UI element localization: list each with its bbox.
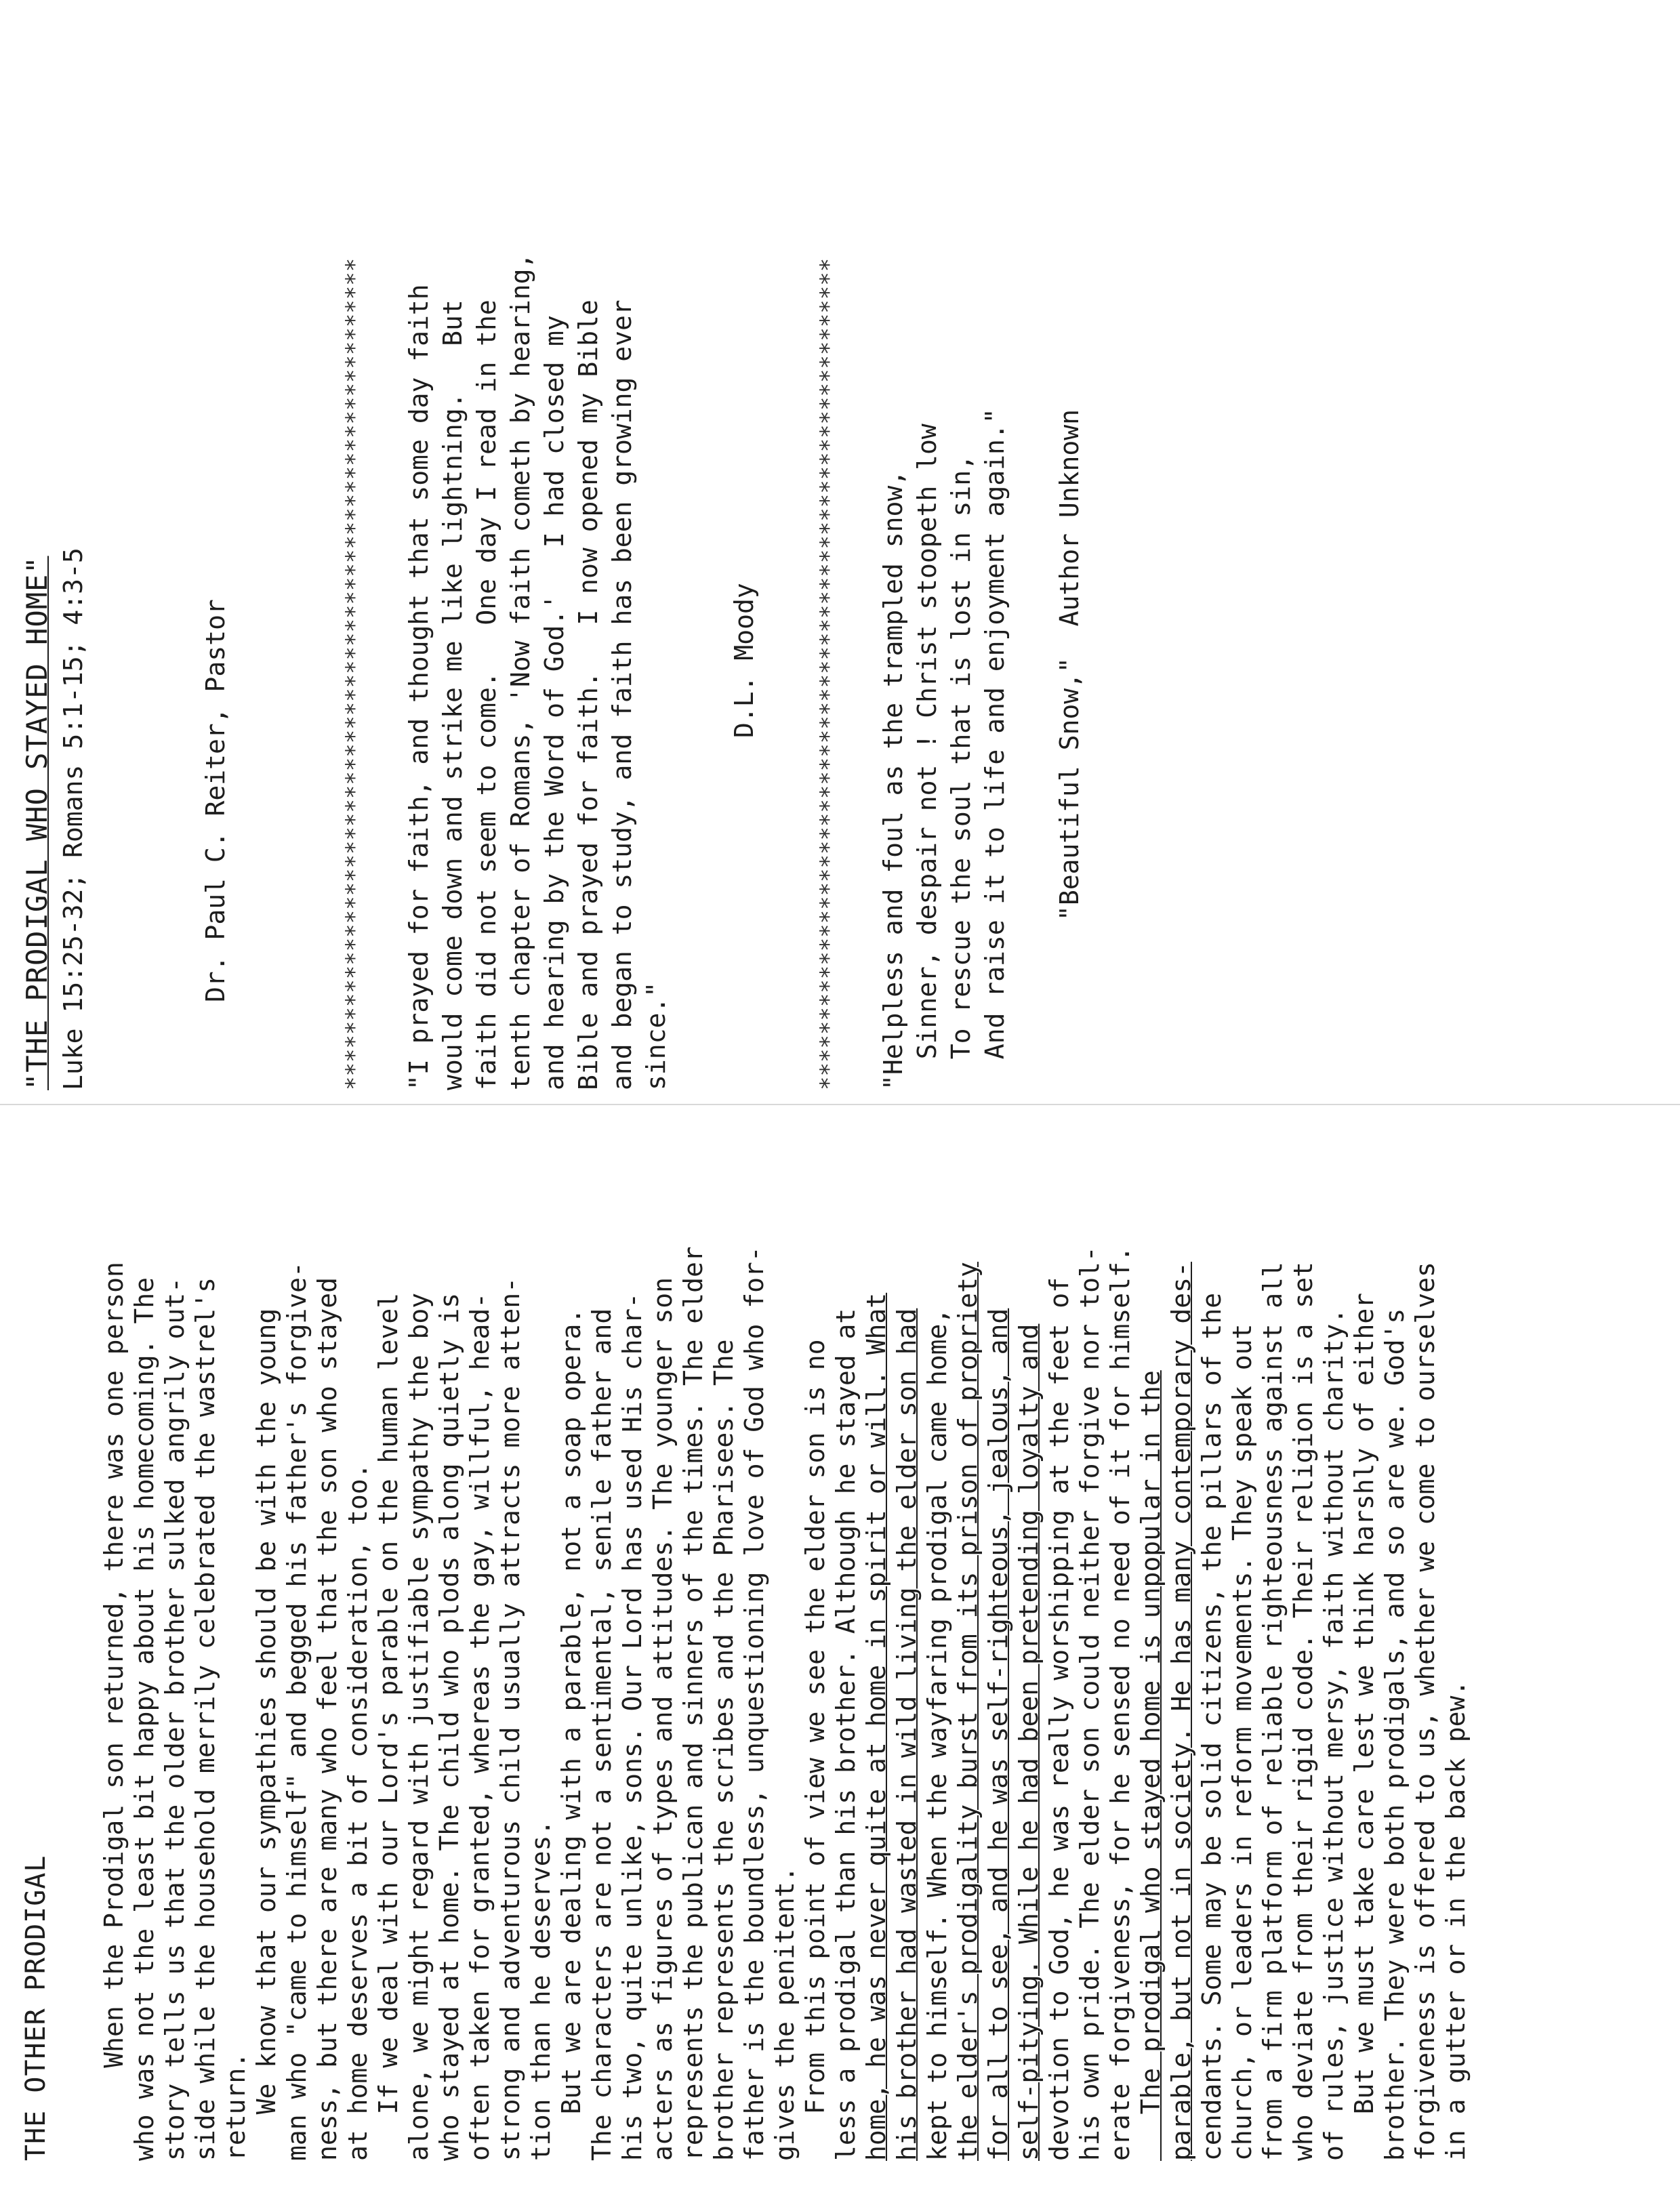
poem-line: And raise it to life and enjoyment again." <box>980 408 1010 1090</box>
article-line-underlined: home, he was never quite at home in spirit or will. What <box>861 1292 891 2161</box>
poem-line: To rescue the soul that is lost in sin, <box>946 455 976 1090</box>
article-line: less a prodigal than his brother. Although he stayed at <box>831 1308 861 2161</box>
sermon-title: "THE PRODIGAL WHO STAYED HOME" <box>20 556 54 1090</box>
article-line: ness, but there are many who feel that the son who stayed <box>312 1277 342 2161</box>
article-line: erate forgiveness, for he sensed no need of it for himself. <box>1105 1246 1135 2161</box>
article-line: of rules, justice without mersy, faith without charity. <box>1319 1308 1349 2161</box>
article-line: his two, quite unlike, sons. Our Lord has used His char- <box>617 1292 647 2161</box>
article-line: alone, we might regard with justifiable sympathy the boy <box>404 1292 434 2161</box>
article-line-underlined: the elder's prodigality burst from its prison of propriety <box>953 1262 983 2161</box>
article-line: from a firm platform of reliable righteousness against all <box>1258 1262 1288 2161</box>
article-line-underlined: for all to see, and he was self-righteous, jealous, and <box>983 1308 1013 2161</box>
article-line: strong and adventurous child usually attracts more atten- <box>495 1277 525 2161</box>
article-line-underlined: The prodigal who stayed home is unpopular in the <box>1136 1370 1166 2161</box>
article-line-underlined: self-pitying. While he had been pretending loyalty and <box>1014 1323 1044 2161</box>
article-line: When the Prodigal son returned, there was one person <box>99 1262 129 2161</box>
article-line: The characters are not a sentimental, senile father and <box>587 1308 617 2161</box>
quote-attribution: D.L. Moody <box>729 583 759 738</box>
article-line: return. <box>221 2052 251 2161</box>
article-line: forgiveness is offered to us, whether we come to ourselves <box>1410 1262 1440 2161</box>
article-line: father is the boundless, unquestioning love of God who for- <box>739 1246 769 2161</box>
article-line: acters as figures of types and attitudes. The younger son <box>648 1277 678 2161</box>
poem-attribution: "Beautiful Snow," Author Unknown <box>1054 409 1084 921</box>
article-heading: THE OTHER PRODIGAL <box>20 1855 52 2161</box>
poem <box>876 33 1012 1090</box>
article-line: brother. They were both prodigals, and so are we. God's <box>1380 1308 1410 2161</box>
scripture-reference: Luke 15:25-32; Romans 5:1-15; 4:3-5 <box>58 548 88 1090</box>
quote-line: since." <box>641 981 671 1090</box>
article-line: devotion to God, he was really worshipping at the feet of <box>1044 1277 1074 2161</box>
article-body <box>99 1117 1471 2161</box>
article-line: man who "came to himself" and begged his father's forgive- <box>282 1262 312 2161</box>
article-line: represents the publican and sinners of the times. The elder <box>678 1246 708 2161</box>
article-line: story tells us that the older brother sulked angrily out- <box>160 1277 190 2161</box>
poem-line: "Helpless and foul as the trampled snow, <box>878 470 908 1090</box>
article-line: who was not the least bit happy about his homecoming. The <box>129 1277 159 2161</box>
article-line-underlined: his brother had wasted in wild living the elder son had <box>892 1308 922 2161</box>
quote-line: tenth chapter of Romans, 'Now faith cometh by hearing, <box>506 253 535 1090</box>
pastor-name: Dr. Paul C. Reiter, Pastor <box>201 599 230 1002</box>
article-line: From this point of view we see the elder son is no <box>800 1339 830 2161</box>
article-line: tion than he deserves. <box>526 1819 556 2161</box>
article-line: We know that our sympathies should be with the young <box>251 1308 281 2161</box>
article-line: church, or leaders in reform movements. They speak out <box>1227 1323 1257 2161</box>
article-line: kept to himself. When the wayfaring prodigal came home, <box>922 1308 952 2161</box>
article-line: who deviate from their rigid code. Their religion is a set <box>1288 1262 1318 2161</box>
fold-line <box>0 1104 1680 1105</box>
article-panel <box>20 1117 1674 2161</box>
star-divider-top: ************************************************************ <box>341 257 368 1090</box>
star-divider-bottom: ************************************************************ <box>815 257 842 1090</box>
quote-line: and began to study, and faith has been growing ever <box>607 300 637 1090</box>
bulletin-cover-panel <box>20 33 1308 1090</box>
article-line-underlined: parable, but not in society. He has many contemporary des- <box>1166 1262 1196 2161</box>
quote-line: faith did not seem to come. One day I read in the <box>472 300 501 1090</box>
quote-line: would come down and strike me like lightning. But <box>438 300 468 1090</box>
article-line: cendants. Some may be solid citizens, the pillars of the <box>1197 1292 1227 2161</box>
article-line: But we are dealing with a parable, not a soap opera. <box>556 1308 586 2161</box>
quote-line: and hearing by the Word of God.' I had closed my <box>539 315 569 1090</box>
article-line: side while the household merrily celebrated the wastrel's <box>190 1277 220 2161</box>
article-line: But we must take care lest we think harshly of either <box>1349 1292 1379 2161</box>
poem-line: Sinner, despair not ! Christ stoopeth low <box>912 424 942 1090</box>
article-line: his own pride. The elder son could neither forgive nor tol- <box>1075 1246 1105 2161</box>
article-line: brother represents the scribes and the Pharisees. The <box>709 1339 739 2161</box>
quote-line: "I prayed for faith, and thought that some day faith <box>404 284 434 1090</box>
article-line: who stayed at home. The child who plods along quietly is <box>434 1292 464 2161</box>
article-line: in a gutter or in the back pew. <box>1441 1680 1471 2161</box>
moody-quote <box>402 33 673 1090</box>
article-line: at home deserves a bit of consideration, too. <box>343 1463 373 2161</box>
article-line: If we deal with our Lord's parable on the human level <box>373 1292 403 2161</box>
article-line: gives the penitent. <box>770 1866 800 2161</box>
article-line: often taken for granted, whereas the gay, willful, head- <box>465 1292 495 2161</box>
quote-line: Bible and prayed for faith. I now opened my Bible <box>573 300 603 1090</box>
